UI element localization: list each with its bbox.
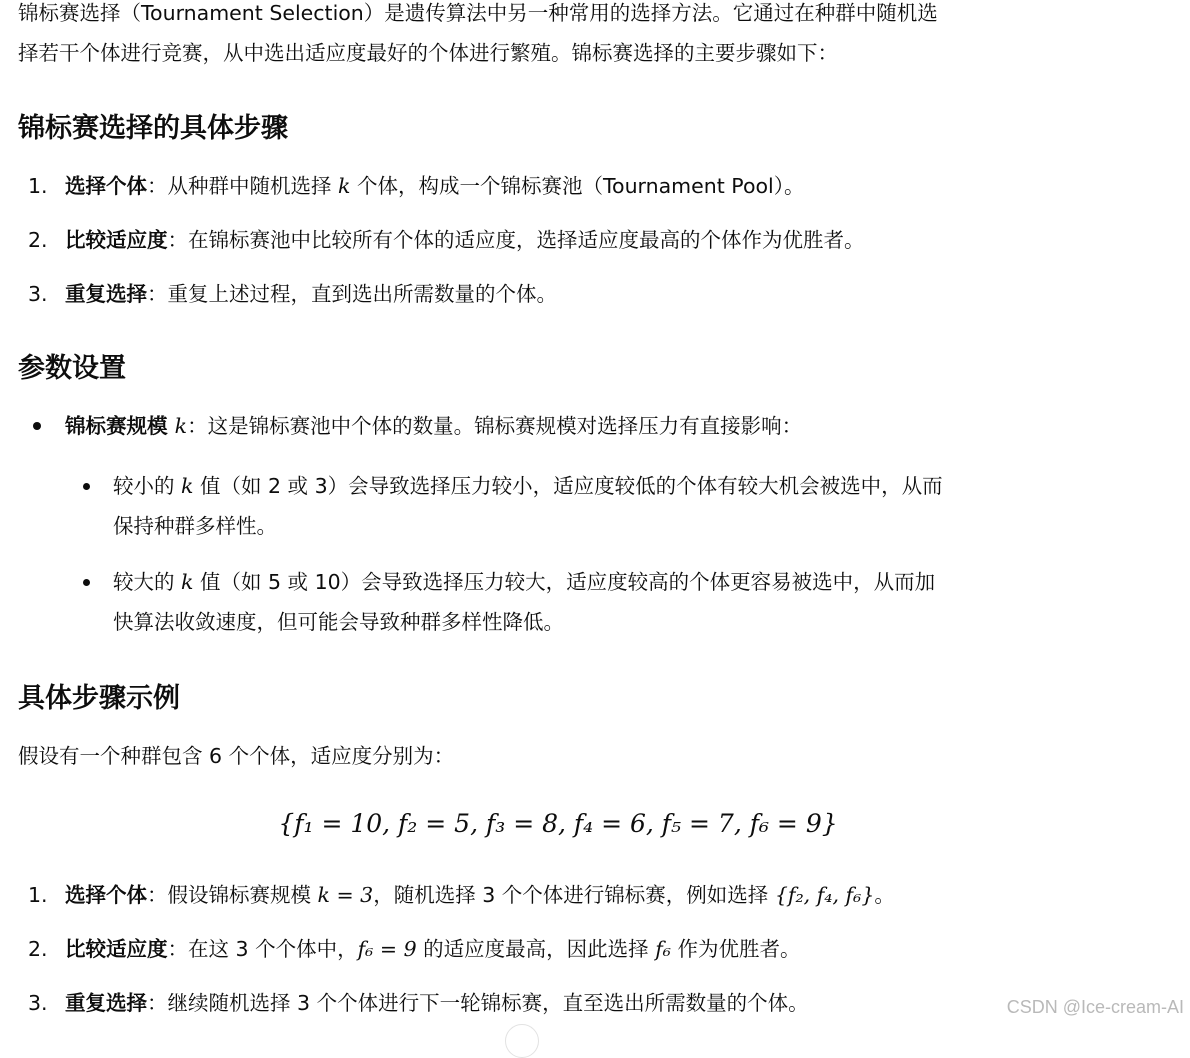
math-var: k: [181, 570, 194, 594]
bullet-icon: [33, 422, 41, 430]
item-text: ：在锦标赛池中比较所有个体的适应度，选择适应度最高的个体作为优胜者。: [167, 228, 865, 252]
list-number: 1.: [28, 883, 48, 907]
item-label: 重复选择: [65, 991, 147, 1015]
item-text: ：这是锦标赛池中个体的数量。锦标赛规模对选择压力有直接影响：: [187, 414, 803, 438]
item-text: 较小的: [113, 474, 182, 498]
list-number: 3.: [28, 282, 48, 306]
item-label: 比较适应度: [65, 937, 168, 961]
document-body: [18, 0, 1098, 1015]
math-var: k: [174, 414, 188, 438]
math-expr: {f₂, f₄, f₆}: [774, 883, 875, 907]
math-expr: k = 3: [317, 883, 374, 907]
item-text: 的适应度最高，因此选择: [416, 937, 656, 961]
item-text: 个体，构成一个锦标赛池（Tournament Pool）。: [350, 174, 805, 198]
item-text: 保持种群多样性。: [113, 514, 277, 538]
math-var: k: [338, 174, 351, 198]
formula-text: {f₁ = 10, f₂ = 5, f₃ = 8, f₄ = 6, f₅ = 7, f₆ = 9}: [278, 809, 838, 838]
intro-paragraph: [18, 0, 1098, 73]
section-heading-steps: 锦标赛选择的具体步骤: [18, 113, 288, 144]
scroll-down-button[interactable]: [505, 1024, 539, 1058]
item-text: 。: [874, 883, 895, 907]
item-text: ，随机选择 3 个个体进行锦标赛，例如选择: [373, 883, 775, 907]
item-text: ：继续随机选择 3 个个体进行下一轮锦标赛，直至选出所需数量的个体。: [147, 991, 809, 1015]
intro-line-2: 择若干个体进行竞赛，从中选出适应度最好的个体进行繁殖。锦标赛选择的主要步骤如下：: [18, 41, 838, 65]
example-intro: 假设有一个种群包含 6 个个体，适应度分别为：: [18, 744, 455, 768]
list-number: 1.: [28, 174, 48, 198]
item-text: 较大的: [113, 570, 182, 594]
list-number: 2.: [28, 937, 48, 961]
item-text: 作为优胜者。: [671, 937, 801, 961]
math-var: k: [181, 474, 194, 498]
section-heading-example: 具体步骤示例: [18, 683, 180, 714]
item-label: 选择个体: [65, 174, 147, 198]
item-text: ：从种群中随机选择: [147, 174, 339, 198]
item-text: ：重复上述过程，直到选出所需数量的个体。: [147, 282, 557, 306]
item-label: 比较适应度: [65, 228, 168, 252]
watermark: CSDN @Ice-cream-AI: [1006, 997, 1184, 1017]
item-label: 锦标赛规模: [65, 414, 175, 438]
fitness-formula: [18, 802, 1098, 846]
item-text: ：在这 3 个个体中，: [167, 937, 358, 961]
item-text: 快算法收敛速度，但可能会导致种群多样性降低。: [113, 610, 564, 634]
item-text: 值（如 2 或 3）会导致选择压力较小，适应度较低的个体有较大机会被选中，从而: [193, 474, 943, 498]
list-number: 3.: [28, 991, 48, 1015]
bullet-icon: [83, 483, 90, 490]
item-label: 重复选择: [65, 282, 147, 306]
item-text: 值（如 5 或 10）会导致选择压力较大，适应度较高的个体更容易被选中，从而加: [193, 570, 936, 594]
item-text: ：假设锦标赛规模: [147, 883, 318, 907]
bullet-icon: [83, 579, 90, 586]
list-item: [18, 562, 1098, 642]
intro-line-1: 锦标赛选择（Tournament Selection）是遗传算法中另一种常用的选择方法。它通过在种群中随机选: [18, 1, 938, 25]
math-expr: f₆: [655, 937, 671, 961]
section-heading-params: 参数设置: [18, 353, 126, 384]
list-number: 2.: [28, 228, 48, 252]
list-item: [18, 466, 1098, 546]
math-expr: f₆ = 9: [357, 937, 417, 961]
item-label: 选择个体: [65, 883, 147, 907]
